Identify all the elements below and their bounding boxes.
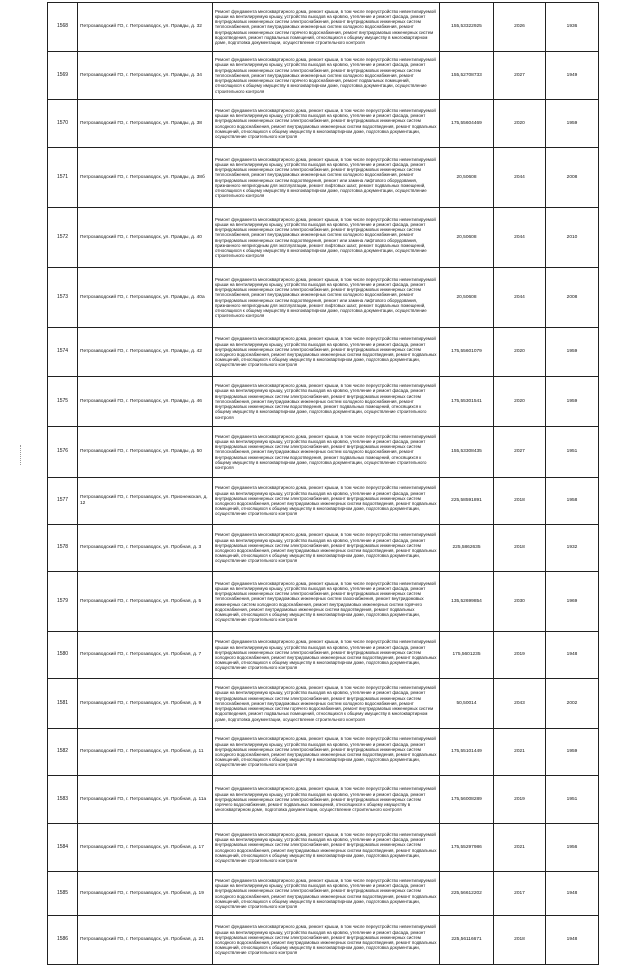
build-year-cell: 1956: [546, 824, 599, 872]
repair-year-cell: 2020: [494, 328, 546, 377]
repair-year-cell: 2044: [494, 268, 546, 328]
address-cell: Петрозаводский ГО, г. Петрозаводск, ул. Пробная, д. 3: [78, 525, 213, 572]
address-cell: Петрозаводский ГО, г. Петрозаводск, ул. Пробная, д. 17: [78, 824, 213, 872]
build-year-cell: 1948: [546, 632, 599, 679]
address-cell: Петрозаводский ГО, г. Петрозаводск, ул. Пробная, д. 19: [78, 872, 213, 916]
works-description-cell: Ремонт фундамента многоквартирного дома, ремонт крыши, в том числе переустройство невентилируемой крыши на вентилируемую крышу, устройство выходов на кровлю, утепление и ремонт фасада, ремонт внутридомовых инженерных систем электроснабжения, ремонт внутридомовых инженерных систем теплоснабжения, ремонт внутридомовых инженерных систем холодного водоснабжения, ремонт внутридомовых инженерных систем горячего водоснабжения, ремонт внутридомовых инженерных систем водоотведения, ремонт подвальных помещений, относящихся к общему имуществу в многоквартирном доме, подготовка документации, осуществление строительного контроля: [213, 679, 440, 729]
works-description-cell: Ремонт фундамента многоквартирного дома, ремонт крыши, в том числе переустройство невентилируемой крыши на вентилируемую крышу, устройство выходов на кровлю, утепление и ремонт фасада, ремонт внутридомовых инженерных систем электроснабжения, ремонт внутридомовых инженерных систем теплоснабжения, ремонт внутридомовых инженерных систем холодного водоснабжения, ремонт внутридомовых инженерных систем горячего водоснабжения, ремонт внутридомовых инженерных систем водоотведения, ремонт подвальных помещений, относящихся к общему имуществу в многоквартирном доме, подготовка документации, осуществление строительного контроля: [213, 3, 440, 52]
cost-cell: 175,55301541: [440, 377, 494, 427]
cost-cell: 155,53308435: [440, 427, 494, 478]
address-cell: Петрозаводский ГО, г. Петрозаводск, ул. Правды, д. 40а: [78, 268, 213, 328]
address-cell: Петрозаводский ГО, г. Петрозаводск, ул. Пробная, д. 11а: [78, 776, 213, 824]
table-row: [48, 3, 599, 52]
row-number-cell: 1576: [48, 427, 78, 478]
table-row: [48, 525, 599, 572]
works-description-cell: Ремонт фундамента многоквартирного дома, ремонт крыши, в том числе переустройство невентилируемой крыши на вентилируемую крышу, устройство выходов на кровлю, утепление и ремонт фасада, ремонт внутридомовых инженерных систем электроснабжения, ремонт внутридомовых инженерных систем теплоснабжения, ремонт внутридомовых инженерных систем холодного водоснабжения, ремонт внутридомовых инженерных систем водоотведения, ремонт подвальных помещений, относящихся к общему имуществу в многоквартирном доме, подготовка документации, осуществление строительного контроля: [213, 377, 440, 427]
cost-cell: 135,52699854: [440, 572, 494, 632]
build-year-cell: 2002: [546, 679, 599, 729]
row-number-cell: 1572: [48, 208, 78, 268]
repair-year-cell: 2027: [494, 52, 546, 100]
works-description-cell: Ремонт фундамента многоквартирного дома, ремонт крыши, в том числе переустройство невентилируемой крыши на вентилируемую крышу, устройство выходов на кровлю, утепление и ремонт фасада, ремонт внутридомовых инженерных систем электроснабжения, ремонт внутридомовых инженерных систем холодного водоснабжения, ремонт внутридомовых инженерных систем водоотведения, ремонт подвальных помещений, относящихся к общему имуществу в многоквартирном доме, подготовка документации, осуществление строительного контроля: [213, 525, 440, 572]
repair-year-cell: 2019: [494, 632, 546, 679]
build-year-cell: 2008: [546, 268, 599, 328]
table-row: [48, 572, 599, 632]
address-cell: Петрозаводский ГО, г. Петрозаводск, ул. Пробная, д. 11: [78, 729, 213, 776]
works-description-cell: Ремонт фундамента многоквартирного дома, ремонт крыши, в том числе переустройство невентилируемой крыши на вентилируемую крышу, устройство выходов на кровлю, утепление и ремонт фасада, ремонт внутридомовых инженерных систем электроснабжения, ремонт внутридомовых инженерных систем теплоснабжения, ремонт внутридомовых инженерных систем газоснабжения, ремонт внутридомовых инженерных систем холодного водоснабжения, ремонт внутридомовых инженерных систем горячего водоснабжения, ремонт внутридомовых инженерных систем водоотведения, ремонт подвальных помещений, относящихся к общему имуществу в многоквартирном доме, подготовка документации, осуществление строительного контроля: [213, 572, 440, 632]
cost-cell: 225,56612202: [440, 872, 494, 916]
repair-year-cell: 2019: [494, 776, 546, 824]
repair-year-cell: 2018: [494, 916, 546, 965]
repair-year-cell: 2044: [494, 208, 546, 268]
table-row: [48, 100, 599, 148]
build-year-cell: 1959: [546, 328, 599, 377]
works-description-cell: Ремонт фундамента многоквартирного дома, ремонт крыши, в том числе переустройство невентилируемой крыши на вентилируемую крышу, устройство выходов на кровлю, утепление и ремонт фасада, ремонт внутридомовых инженерных систем электроснабжения, ремонт внутридомовых инженерных систем горячего водоснабжения, ремонт подвальных помещений, относящихся к общему имуществу в многоквартирном доме, подготовка документации, осуществление строительного контроля: [213, 776, 440, 824]
build-year-cell: 1948: [546, 872, 599, 916]
row-number-cell: 1583: [48, 776, 78, 824]
row-number-cell: 1585: [48, 872, 78, 916]
build-year-cell: 1959: [546, 729, 599, 776]
cost-cell: 175,55601079: [440, 328, 494, 377]
row-number-cell: 1569: [48, 52, 78, 100]
repair-year-cell: 2043: [494, 679, 546, 729]
scan-margin-mark: [20, 445, 23, 465]
repair-year-cell: 2020: [494, 100, 546, 148]
build-year-cell: 1959: [546, 377, 599, 427]
table-row: [48, 679, 599, 729]
table-row: [48, 729, 599, 776]
cost-cell: 175,5601235: [440, 632, 494, 679]
address-cell: Петрозаводский ГО, г. Петрозаводск, ул. Правды, д. 38б: [78, 148, 213, 208]
address-cell: Петрозаводский ГО, г. Петрозаводск, ул. Пробная, д. 9: [78, 679, 213, 729]
capital-repair-table: [47, 2, 599, 965]
row-number-cell: 1586: [48, 916, 78, 965]
row-number-cell: 1568: [48, 3, 78, 52]
repair-year-cell: 2021: [494, 729, 546, 776]
row-number-cell: 1574: [48, 328, 78, 377]
build-year-cell: 1936: [546, 3, 599, 52]
row-number-cell: 1575: [48, 377, 78, 427]
cost-cell: 20,50608: [440, 208, 494, 268]
address-cell: Петрозаводский ГО, г. Петрозаводск, ул. Правды, д. 40: [78, 208, 213, 268]
address-cell: Петрозаводский ГО, г. Петрозаводск, ул. Прионежская, д. 12: [78, 478, 213, 525]
works-description-cell: Ремонт фундамента многоквартирного дома, ремонт крыши, в том числе переустройство невентилируемой крыши на вентилируемую крышу, устройство выходов на кровлю, утепление и ремонт фасада, ремонт внутридомовых инженерных систем электроснабжения, ремонт внутридомовых инженерных систем холодного водоснабжения, ремонт внутридомовых инженерных систем водоотведения, ремонт подвальных помещений, относящихся к общему имуществу в многоквартирном доме, подготовка документации, осуществление строительного контроля: [213, 100, 440, 148]
repair-year-cell: 2021: [494, 824, 546, 872]
row-number-cell: 1578: [48, 525, 78, 572]
repair-year-cell: 2017: [494, 872, 546, 916]
table-row: [48, 776, 599, 824]
row-number-cell: 1581: [48, 679, 78, 729]
build-year-cell: 1932: [546, 525, 599, 572]
address-cell: Петрозаводский ГО, г. Петрозаводск, ул. Правды, д. 38: [78, 100, 213, 148]
table-row: [48, 427, 599, 478]
row-number-cell: 1579: [48, 572, 78, 632]
table-row: [48, 52, 599, 100]
row-number-cell: 1580: [48, 632, 78, 679]
row-number-cell: 1582: [48, 729, 78, 776]
works-description-cell: Ремонт фундамента многоквартирного дома, ремонт крыши, в том числе переустройство невентилируемой крыши на вентилируемую крышу, устройство выходов на кровлю, утепление и ремонт фасада, ремонт внутридомовых инженерных систем электроснабжения, ремонт внутридомовых инженерных систем холодного водоснабжения, ремонт внутридомовых инженерных систем водоотведения, ремонт подвальных помещений, относящихся к общему имуществу в многоквартирном доме, подготовка документации, осуществление строительного контроля: [213, 729, 440, 776]
works-description-cell: Ремонт фундамента многоквартирного дома, ремонт крыши, в том числе переустройство невентилируемой крыши на вентилируемую крышу, устройство выходов на кровлю, утепление и ремонт фасада, ремонт внутридомовых инженерных систем электроснабжения, ремонт внутридомовых инженерных систем холодного водоснабжения, ремонт внутридомовых инженерных систем водоотведения, ремонт подвальных помещений, относящихся к общему имуществу в многоквартирном доме, подготовка документации, осуществление строительного контроля: [213, 478, 440, 525]
repair-year-cell: 2020: [494, 377, 546, 427]
build-year-cell: 1948: [546, 916, 599, 965]
cost-cell: 225,5862635: [440, 525, 494, 572]
table-row: [48, 148, 599, 208]
address-cell: Петрозаводский ГО, г. Петрозаводск, ул. Правды, д. 50: [78, 427, 213, 478]
cost-cell: 50,50014: [440, 679, 494, 729]
row-number-cell: 1571: [48, 148, 78, 208]
address-cell: Петрозаводский ГО, г. Петрозаводск, ул. Пробная, д. 21: [78, 916, 213, 965]
repair-year-cell: 2030: [494, 572, 546, 632]
repair-year-cell: 2027: [494, 427, 546, 478]
row-number-cell: 1577: [48, 478, 78, 525]
table-row: [48, 916, 599, 965]
works-description-cell: Ремонт фундамента многоквартирного дома, ремонт крыши, в том числе переустройство невентилируемой крыши на вентилируемую крышу, устройство выходов на кровлю, утепление и ремонт фасада, ремонт внутридомовых инженерных систем электроснабжения, ремонт внутридомовых инженерных систем холодного водоснабжения, ремонт внутридомовых инженерных систем водоотведения, ремонт подвальных помещений, относящихся к общему имуществу в многоквартирном доме, подготовка документации, осуществление строительного контроля: [213, 872, 440, 916]
address-cell: Петрозаводский ГО, г. Петрозаводск, ул. Пробная, д. 7: [78, 632, 213, 679]
address-cell: Петрозаводский ГО, г. Петрозаводск, ул. Правды, д. 42: [78, 328, 213, 377]
cost-cell: 175,56008289: [440, 776, 494, 824]
table-row: [48, 208, 599, 268]
cost-cell: 225,58591891: [440, 478, 494, 525]
build-year-cell: 1958: [546, 478, 599, 525]
works-description-cell: Ремонт фундамента многоквартирного дома, ремонт крыши, в том числе переустройство невентилируемой крыши на вентилируемую крышу, устройство выходов на кровлю, утепление и ремонт фасада, ремонт внутридомовых инженерных систем электроснабжения, ремонт внутридомовых инженерных систем теплоснабжения, ремонт внутридомовых инженерных систем холодного водоснабжения, ремонт внутридомовых инженерных систем водоотведения, ремонт подвальных помещений, относящихся к общему имуществу в многоквартирном доме, подготовка документации, осуществление строительного контроля: [213, 427, 440, 478]
build-year-cell: 1949: [546, 52, 599, 100]
build-year-cell: 1959: [546, 100, 599, 148]
cost-cell: 20,50608: [440, 268, 494, 328]
table-row: [48, 478, 599, 525]
table-row: [48, 824, 599, 872]
table-row: [48, 632, 599, 679]
row-number-cell: 1584: [48, 824, 78, 872]
repair-year-cell: 2044: [494, 148, 546, 208]
table-row: [48, 328, 599, 377]
repair-year-cell: 2018: [494, 478, 546, 525]
row-number-cell: 1570: [48, 100, 78, 148]
repair-year-cell: 2018: [494, 525, 546, 572]
cost-cell: 155,52708733: [440, 52, 494, 100]
table-body: [48, 3, 599, 965]
works-description-cell: Ремонт фундамента многоквартирного дома, ремонт крыши, в том числе переустройство невентилируемой крыши на вентилируемую крышу, устройство выходов на кровлю, утепление и ремонт фасада, ремонт внутридомовых инженерных систем электроснабжения, ремонт внутридомовых инженерных систем холодного водоснабжения, ремонт внутридомовых инженерных систем водоотведения, ремонт подвальных помещений, относящихся к общему имуществу в многоквартирном доме, подготовка документации, осуществление строительного контроля: [213, 328, 440, 377]
address-cell: Петрозаводский ГО, г. Петрозаводск, ул. Правды, д. 34: [78, 52, 213, 100]
works-description-cell: Ремонт фундамента многоквартирного дома, ремонт крыши, в том числе переустройство невентилируемой крыши на вентилируемую крышу, устройство выходов на кровлю, утепление и ремонт фасада, ремонт внутридомовых инженерных систем электроснабжения, ремонт внутридомовых инженерных систем теплоснабжения, ремонт внутридомовых инженерных систем холодного водоснабжения, ремонт внутридомовых инженерных систем горячего водоснабжения, ремонт подвальных помещений, относящихся к общему имуществу в многоквартирном доме, подготовка документации, осуществление строительного контроля: [213, 52, 440, 100]
table-row: [48, 268, 599, 328]
works-description-cell: Ремонт фундамента многоквартирного дома, ремонт крыши, в том числе переустройство невентилируемой крыши на вентилируемую крышу, устройство выходов на кровлю, утепление и ремонт фасада, ремонт внутридомовых инженерных систем электроснабжения, ремонт внутридомовых инженерных систем холодного водоснабжения, ремонт внутридомовых инженерных систем водоотведения, ремонт подвальных помещений, относящихся к общему имуществу в многоквартирном доме, подготовка документации, осуществление строительного контроля: [213, 824, 440, 872]
works-description-cell: Ремонт фундамента многоквартирного дома, ремонт крыши, в том числе переустройство невентилируемой крыши на вентилируемую крышу, устройство выходов на кровлю, утепление и ремонт фасада, ремонт внутридомовых инженерных систем электроснабжения, ремонт внутридомовых инженерных систем теплоснабжения, ремонт внутридомовых инженерных систем холодного водоснабжения, ремонт внутридомовых инженерных систем водоотведения, ремонт или замена лифтового оборудования, признанного непригодным для эксплуатации, ремонт лифтовых шахт, ремонт подвальных помещений, относящихся к общему имуществу в многоквартирном доме, подготовка документации, осуществление строительного контроля: [213, 208, 440, 268]
cost-cell: 155,53322925: [440, 3, 494, 52]
build-year-cell: 2008: [546, 148, 599, 208]
works-description-cell: Ремонт фундамента многоквартирного дома, ремонт крыши, в том числе переустройство невентилируемой крыши на вентилируемую крышу, устройство выходов на кровлю, утепление и ремонт фасада, ремонт внутридомовых инженерных систем электроснабжения, ремонт внутридомовых инженерных систем холодного водоснабжения, ремонт внутридомовых инженерных систем водоотведения, ремонт подвальных помещений, относящихся к общему имуществу в многоквартирном доме, подготовка документации, осуществление строительного контроля: [213, 632, 440, 679]
build-year-cell: 1969: [546, 572, 599, 632]
address-cell: Петрозаводский ГО, г. Петрозаводск, ул. Правды, д. 46: [78, 377, 213, 427]
table-row: [48, 872, 599, 916]
row-number-cell: 1573: [48, 268, 78, 328]
cost-cell: 225,56116671: [440, 916, 494, 965]
build-year-cell: 1951: [546, 427, 599, 478]
works-description-cell: Ремонт фундамента многоквартирного дома, ремонт крыши, в том числе переустройство невентилируемой крыши на вентилируемую крышу, устройство выходов на кровлю, утепление и ремонт фасада, ремонт внутридомовых инженерных систем электроснабжения, ремонт внутридомовых инженерных систем холодного водоснабжения, ремонт внутридомовых инженерных систем водоотведения, ремонт подвальных помещений, относящихся к общему имуществу в многоквартирном доме, подготовка документации, осуществление строительного контроля: [213, 916, 440, 965]
address-cell: Петрозаводский ГО, г. Петрозаводск, ул. Пробная, д. 5: [78, 572, 213, 632]
address-cell: Петрозаводский ГО, г. Петрозаводск, ул. Правды, д. 32: [78, 3, 213, 52]
cost-cell: 175,55604469: [440, 100, 494, 148]
build-year-cell: 2010: [546, 208, 599, 268]
table-row: [48, 377, 599, 427]
build-year-cell: 1951: [546, 776, 599, 824]
cost-cell: 175,55101449: [440, 729, 494, 776]
cost-cell: 175,55297986: [440, 824, 494, 872]
works-description-cell: Ремонт фундамента многоквартирного дома, ремонт крыши, в том числе переустройство невентилируемой крыши на вентилируемую крышу, устройство выходов на кровлю, утепление и ремонт фасада, ремонт внутридомовых инженерных систем электроснабжения, ремонт внутридомовых инженерных систем теплоснабжения, ремонт внутридомовых инженерных систем холодного водоснабжения, ремонт внутридомовых инженерных систем водоотведения, ремонт или замена лифтового оборудования, признанного непригодным для эксплуатации, ремонт лифтовых шахт, ремонт подвальных помещений, относящихся к общему имуществу в многоквартирном доме, подготовка документации, осуществление строительного контроля: [213, 268, 440, 328]
repair-year-cell: 2026: [494, 3, 546, 52]
cost-cell: 20,50608: [440, 148, 494, 208]
works-description-cell: Ремонт фундамента многоквартирного дома, ремонт крыши, в том числе переустройство невентилируемой крыши на вентилируемую крышу, устройство выходов на кровлю, утепление и ремонт фасада, ремонт внутридомовых инженерных систем электроснабжения, ремонт внутридомовых инженерных систем теплоснабжения, ремонт внутридомовых инженерных систем холодного водоснабжения, ремонт внутридомовых инженерных систем водоотведения, ремонт или замена лифтового оборудования, признанного непригодным для эксплуатации, ремонт лифтовых шахт, ремонт подвальных помещений, относящихся к общему имуществу в многоквартирном доме, подготовка документации, осуществление строительного контроля: [213, 148, 440, 208]
